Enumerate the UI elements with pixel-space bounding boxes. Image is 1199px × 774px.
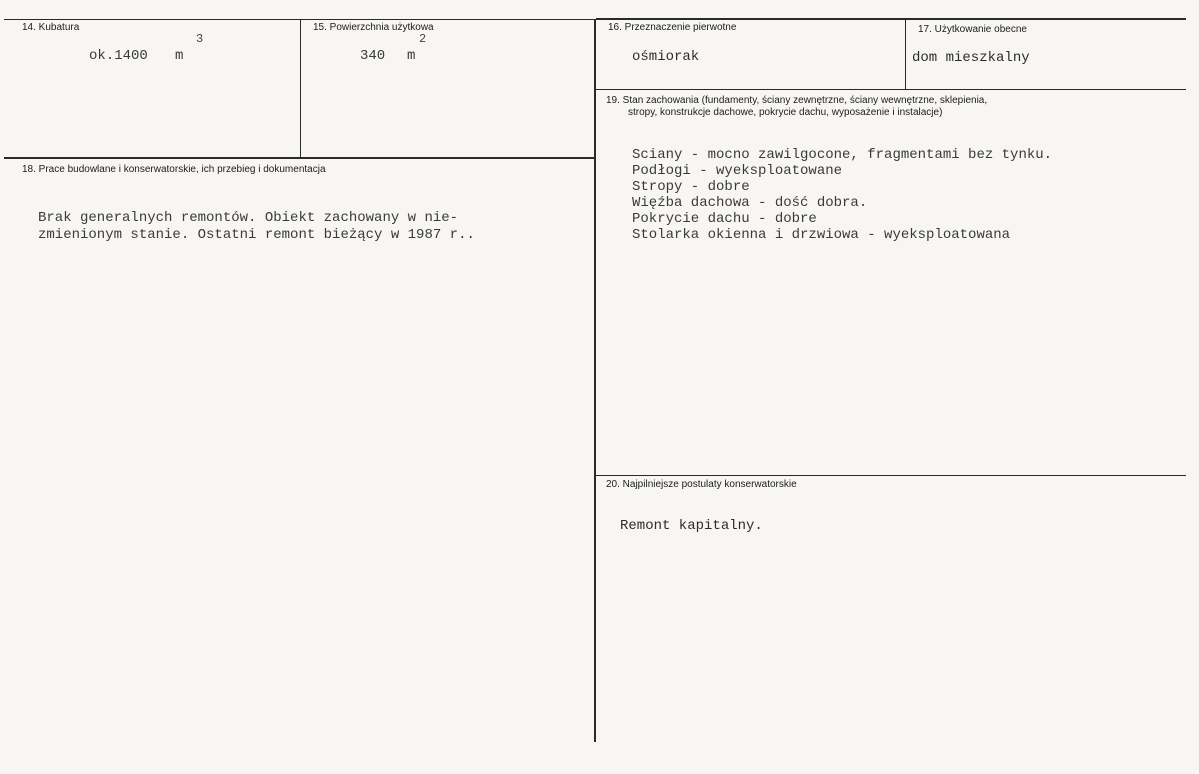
rule-above-20 bbox=[596, 475, 1186, 476]
field-19-label-line1: 19. Stan zachowania (fundamenty, ściany zewnętrzne, ściany wewnętrzne, sklepienia, bbox=[606, 95, 988, 106]
vertical-divider-16-17 bbox=[905, 19, 906, 89]
field-18-line-2: zmienionym stanie. Ostatni remont bieżący w 1987 r.. bbox=[38, 227, 475, 243]
top-rule-left bbox=[4, 19, 594, 20]
field-19-line-1: Sciany - mocno zawilgocone, fragmentami bez tynku. bbox=[632, 147, 1053, 163]
field-19-label-line2: stropy, konstrukcje dachowe, pokrycie dachu, wyposażenie i instalacje) bbox=[628, 107, 943, 118]
field-14-exponent: 3 bbox=[196, 32, 204, 46]
field-20-label: 20. Najpilniejsze postulaty konserwatorskie bbox=[606, 479, 797, 490]
field-14-unit: m bbox=[175, 48, 184, 64]
field-19-line-3: Stropy - dobre bbox=[632, 179, 750, 195]
field-17-label: 17. Użytkowanie obecne bbox=[918, 24, 1027, 35]
field-19-line-6: Stolarka okienna i drzwiowa - wyeksploatowana bbox=[632, 227, 1011, 243]
field-15-label: 15. Powierzchnia użytkowa bbox=[313, 22, 434, 33]
field-19-line-2: Podłogi - wyeksploatowane bbox=[632, 163, 843, 179]
vertical-divider-14-15 bbox=[300, 19, 301, 157]
vertical-divider-main bbox=[594, 19, 596, 742]
field-16-value: ośmiorak bbox=[632, 49, 700, 65]
field-18-line-1: Brak generalnych remontów. Obiekt zachowany w nie- bbox=[38, 210, 459, 226]
field-14-value: ok.1400 bbox=[89, 48, 148, 64]
top-rule-right bbox=[596, 18, 1186, 20]
rule-above-19 bbox=[596, 89, 1186, 90]
field-15-exponent: 2 bbox=[419, 32, 427, 46]
field-16-label: 16. Przeznaczenie pierwotne bbox=[608, 22, 737, 33]
field-20-value: Remont kapitalny. bbox=[620, 518, 763, 534]
field-19-line-4: Więźba dachowa - dość dobra. bbox=[632, 195, 868, 211]
field-15-value: 340 bbox=[360, 48, 386, 64]
field-17-value: dom mieszkalny bbox=[912, 50, 1030, 66]
field-18-label: 18. Prace budowlane i konserwatorskie, ich przebieg i dokumentacja bbox=[22, 164, 326, 175]
rule-above-18 bbox=[4, 157, 594, 159]
field-15-unit: m bbox=[407, 48, 416, 64]
field-14-label: 14. Kubatura bbox=[22, 22, 80, 33]
field-19-line-5: Pokrycie dachu - dobre bbox=[632, 211, 817, 227]
